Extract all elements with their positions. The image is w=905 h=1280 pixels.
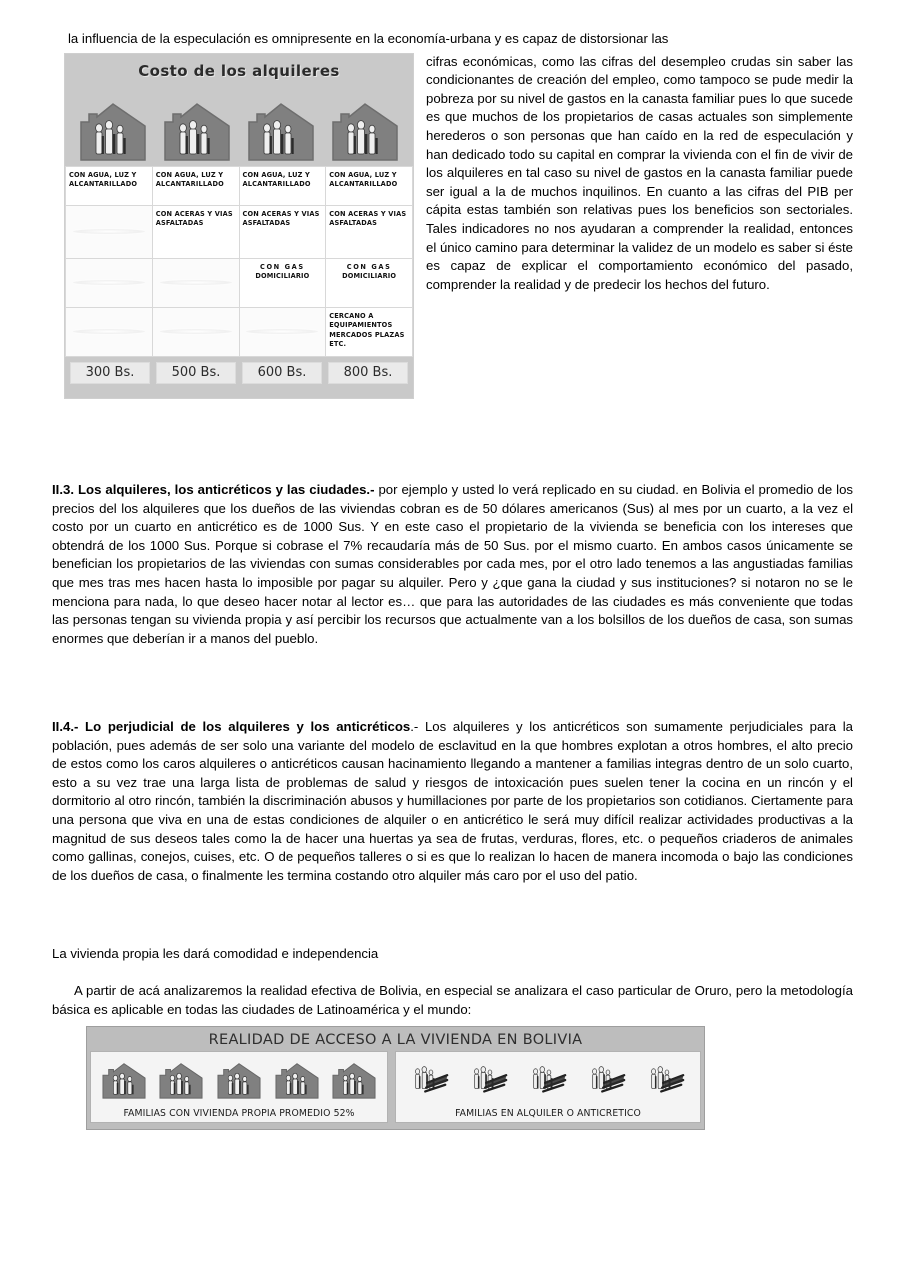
closing-line-2-wrap <box>52 982 853 1019</box>
section-II4-body: .- Los alquileres y los anticréticos son sumamente perjudiciales para la población, pues además de ser solo una variante del modelo de esclavitud en la que hombres explotan a otros hombres, el alto precio de estos como los caros alquileres o anticréticos causan hacinamiento llegando a mantener a familias integras dentro de un solo cuarto, esto a su vez trae una larga lista de problemas de salud y riesgos de intoxicación pues suelen tener la cocina en un rincón y el dormitorio al otro rincón, también la discriminación abusos y humillaciones por parte de los propietarios son cotidianos. Ciertamente para una persona que viva en una de estas condiciones de alquiler o en anticrético le será muy difícil realizar actividades productivas a la magnitud de sus deseos tales como la de hacer una huertas ya sea de frutas, verduras, flores, etc. o pequeños criaderos de animales como gallinas, conejos, cuises, etc. O de pequeños talleres o si es que lo realizan lo hacen de manera incomoda o bajo las condiciones de los dueños de casa, o finalmente les termina costando otro alquiler más caro por el uso del patio. <box>52 719 853 883</box>
section-II4 <box>52 718 853 885</box>
table-cell-paving-4 <box>326 205 413 258</box>
cell-line: MERCADOS <box>329 330 373 339</box>
renter-caption: FAMILIAS EN ALQUILER O ANTICRETICO <box>455 1108 641 1119</box>
section-II3-heading: II.3. Los alquileres, los anticréticos y las ciudades.- <box>52 482 375 497</box>
table-cell-empty <box>152 307 239 356</box>
table-cell-services-4 <box>326 166 413 205</box>
closing-line-1: La vivienda propia les dará comodidad e independencia <box>52 946 379 961</box>
cell-line: CON ACERAS <box>242 209 292 218</box>
intro-paragraph: la influencia de la especulación es omnipresente en la economía-urbana y es capaz de distorsionar las <box>68 31 669 46</box>
figure-rental-price-row <box>65 357 413 391</box>
table-cell-amenities-4 <box>326 307 413 356</box>
table-row <box>66 307 413 356</box>
table-cell-empty <box>152 258 239 307</box>
table-cell-services-1 <box>66 166 153 205</box>
cell-line: ALCANTARILLADO <box>329 180 398 189</box>
family-without-house-icon <box>645 1059 687 1101</box>
family-without-house-icon <box>527 1059 569 1101</box>
price-cell: 800 Bs. <box>328 362 408 384</box>
cell-line: CON ACERAS <box>329 209 379 218</box>
cell-line: Y VIAS <box>207 209 233 218</box>
cell-line: ASFALTADAS <box>329 219 377 228</box>
cell-line: CON AGUA, LUZ Y <box>155 170 224 179</box>
house-family-icon <box>75 92 151 166</box>
section-II4-heading: II.4.- Lo perjudicial de los alquileres y los anticréticos <box>52 719 411 734</box>
price-cell: 300 Bs. <box>70 362 150 384</box>
house-family-icon <box>272 1057 322 1101</box>
cell-line: ALCANTARILLADO <box>242 180 311 189</box>
top-content-block <box>64 30 853 405</box>
section-II4-paragraph <box>52 718 853 885</box>
owner-icon-row <box>95 1055 383 1101</box>
price-cell: 500 Bs. <box>156 362 236 384</box>
house-family-icon <box>329 1057 379 1101</box>
cell-line: EQUIPAMIENTOS <box>329 321 393 330</box>
wrapped-paragraph: cifras económicas, como las cifras del desempleo crudas sin saber las condicionantes de creación del empleo, como tampoco se pude medir la pobreza por su nivel de gastos en la canasta familiar pues lo que sucede es que muchos de los propietarios de casas actuales son simplemente herederos o son personas que han caído en la red de especulación y han dedicado todo su capital en comprar la vivienda con el fin de vivir de los alquileres en tal caso su nivel de gastos en la canasta familiar puede ser igual a la de muchos inquilinos. En cuanto a las cifras del PIB per cápita estas también son relativas pues los beneficios son sectoriales. Tales indicadores no nos ayudaran a comprender la realidad, entonces el único camino para determinar la validez de un modelo es saber si éste es capaz de explicar el comportamiento económico del pasado, comprender la realidad y de predecir los hechos del futuro. <box>426 53 853 292</box>
cell-line: ASFALTADAS <box>155 219 204 228</box>
cell-line: CON GAS <box>260 262 305 271</box>
section-II3-paragraph <box>52 481 853 648</box>
table-cell-empty <box>66 307 153 356</box>
cell-line: CON AGUA, LUZ Y <box>242 170 310 179</box>
figure-rental-features-table <box>65 166 413 357</box>
cell-line: CERCANO A <box>329 311 374 320</box>
family-without-house-icon <box>468 1059 510 1101</box>
renter-icon-row <box>400 1055 696 1101</box>
figure-rental-house-row <box>65 84 413 166</box>
table-cell-empty <box>239 307 326 356</box>
cell-line: ALCANTARILLADO <box>69 180 138 189</box>
cell-line: ALCANTARILLADO <box>155 180 224 189</box>
cell-line: DOMICILIARIO <box>342 272 397 281</box>
cell-line: CON ACERAS <box>155 209 205 218</box>
house-family-icon <box>156 1057 206 1101</box>
cell-line: Y VIAS <box>380 209 407 218</box>
house-family-icon <box>243 92 319 166</box>
cell-line: CON GAS <box>346 262 392 271</box>
figure-panel-owners <box>90 1051 388 1123</box>
table-cell-empty <box>66 258 153 307</box>
family-without-house-icon <box>586 1059 628 1101</box>
figure-rental-cost <box>64 53 414 399</box>
cell-line: PLAZAS ETC. <box>329 330 405 349</box>
house-family-icon <box>214 1057 264 1101</box>
section-II3-body: por ejemplo y usted lo verá replicado en su ciudad. en Bolivia el promedio de los precios del los alquileres que los dueños de las viviendas cobran es de 50 dólares americanos (Sus) al mes por un cuarto, a la vez el costo por un cuarto en anticrético es de 1000 Sus. Y en este caso el propietario de la vivienda se beneficia con los intereses que obtendrá de los 1000 Sus. Porque si cobrase el 7% recaudaría más de 50 Sus. por el mismo cuarto. En ambos casos únicamente se benefician los propietarios de las viviendas con sumas considerables por cada mes, por el otro lado tenemos a las angustiadas familias que mes tras mes hacen hasta lo imposible por pagar su alquiler. Pero y ¿que gana la ciudad y sus instituciones? si notaron no se le menciona para nada, lo que deseo hacer notar al lector es… que para las autoridades de las ciudades es más conveniente que todas las personas tengan su vivienda propia y así percibir los recursos que actualmente van a los bolsillos de los dueños de casa, son sumas enormes que deberían ir a manos del pueblo. <box>52 482 853 646</box>
section-II3 <box>52 481 853 648</box>
family-without-house-icon <box>409 1059 451 1101</box>
closing-line-2: A partir de acá analizaremos la realidad efectiva de Bolivia, en especial se analizara el caso particular de Oruro, pero la metodología básica es aplicable en todas las ciudades de Latinoamérica y el mundo: <box>52 983 853 1017</box>
table-row <box>66 166 413 205</box>
house-family-icon <box>327 92 403 166</box>
figure-housing-reality-title: REALIDAD DE ACCESO A LA VIVIENDA EN BOLIVIA <box>208 1032 583 1048</box>
table-cell-paving-2 <box>152 205 239 258</box>
table-cell-gas-4 <box>326 258 413 307</box>
cell-line: CON AGUA, LUZ Y <box>329 170 397 179</box>
cell-line: CON AGUA, LUZ Y <box>69 170 137 179</box>
cell-line: DOMICILIARIO <box>255 272 310 281</box>
table-row <box>66 258 413 307</box>
figure-panel-renters <box>395 1051 701 1123</box>
house-family-icon <box>159 92 235 166</box>
figure-housing-reality <box>86 1026 705 1130</box>
closing-line-1-wrap <box>52 945 853 964</box>
table-cell-paving-3 <box>239 205 326 258</box>
cell-line: ASFALTADAS <box>242 219 291 228</box>
table-row <box>66 205 413 258</box>
house-family-icon <box>99 1057 149 1101</box>
figure-rental-cost-title: Costo de los alquileres <box>138 61 340 80</box>
table-cell-empty <box>66 205 153 258</box>
table-cell-gas-3 <box>239 258 326 307</box>
price-cell: 600 Bs. <box>242 362 322 384</box>
owner-caption: FAMILIAS CON VIVIENDA PROPIA PROMEDIO 52% <box>123 1108 355 1119</box>
figure-housing-reality-columns <box>90 1051 701 1123</box>
table-cell-services-3 <box>239 166 326 205</box>
cell-line: Y VIAS <box>294 209 320 218</box>
table-cell-services-2 <box>152 166 239 205</box>
